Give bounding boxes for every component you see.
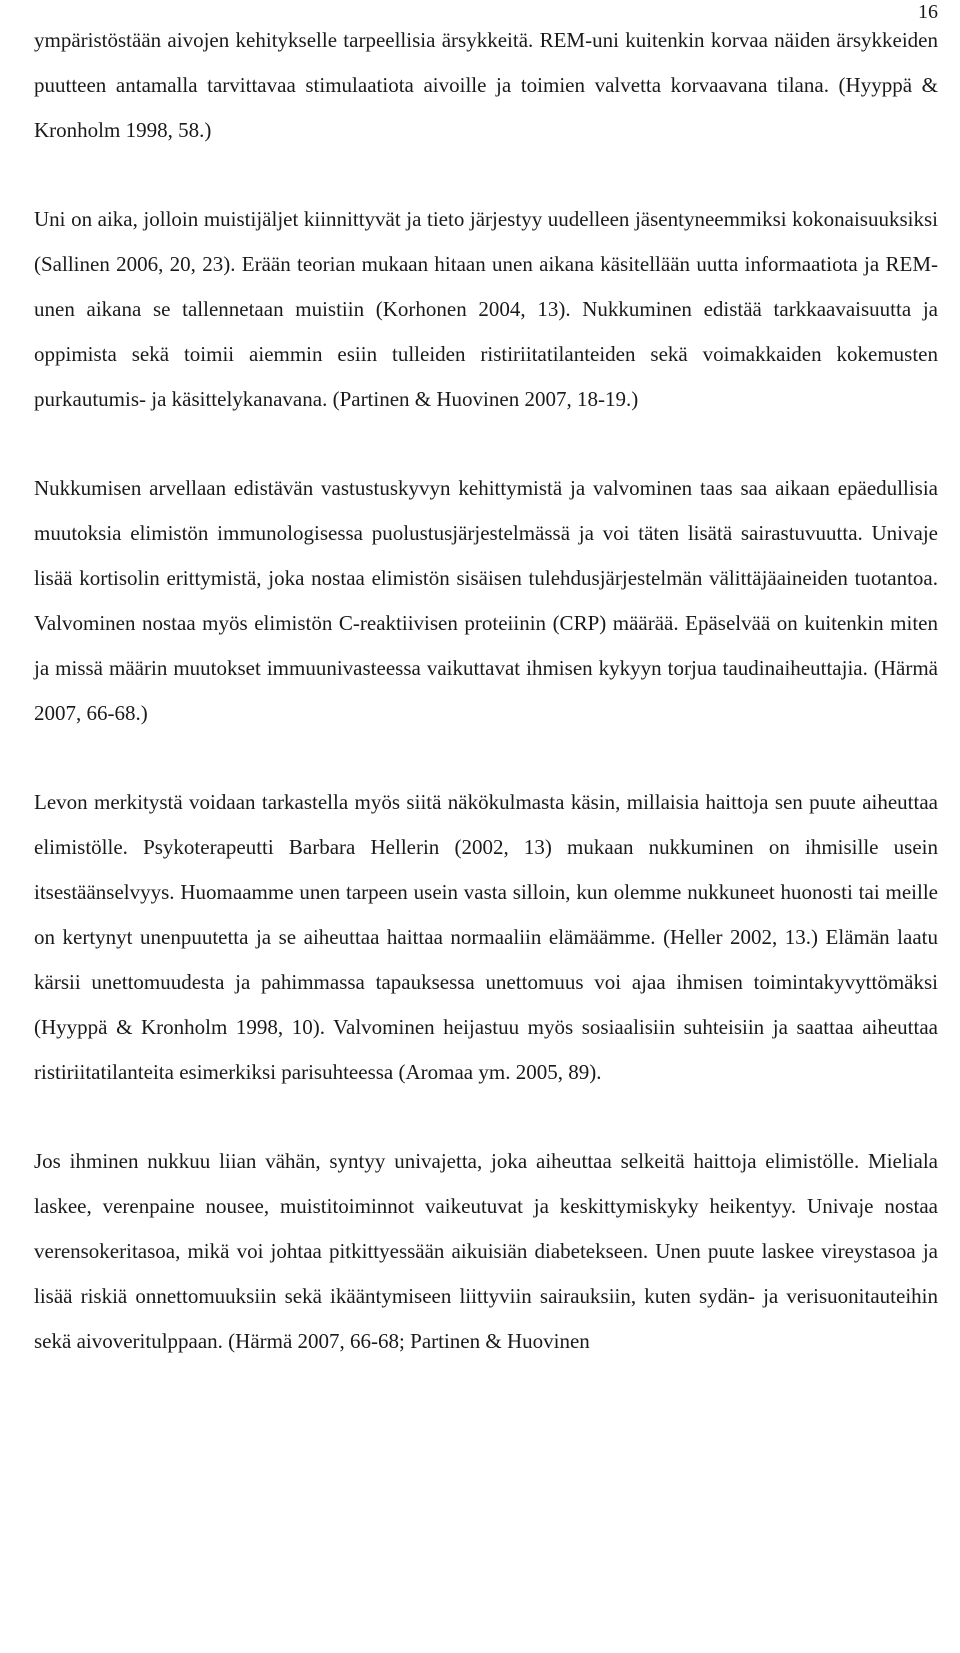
paragraph-lack-of-rest: Levon merkitystä voidaan tarkastella myös siitä näkökulmasta käsin, millaisia haittoja sen puute aiheuttaa elimistölle. Psykoterapeutti Barbara Hellerin (2002, 13) mukaan nukkuminen on ihmisille usein itsestäänselvyys. Huomaamme unen tarpeen usein vasta silloin, kun olemme nukkuneet huonosti tai meille on kertynyt unenpuutetta ja se aiheuttaa haittaa normaaliin elämäämme. (Heller 2002, 13.) Elämän laatu kärsii unettomuudesta ja pahimmassa tapauksessa unettomuus voi ajaa ihmisen toimintakyvyttömäksi (Hyyppä & Kronholm 1998, 10). Valvominen heijastuu myös sosiaalisiin suhteisiin ja saattaa aiheuttaa ristiriitatilanteita esimerkiksi parisuhteessa (Aromaa ym. 2005, 89). [34,790,938,1084]
paragraph-rem-sleep: ympäristöstään aivojen kehitykselle tarpeellisia ärsykkeitä. REM-uni kuitenkin korvaa näiden ärsykkeiden puutteen antamalla tarvittavaa stimulaatiota aivoille ja toimien valvetta korvaavana tilana. (Hyyppä & Kronholm 1998, 58.) [34,28,938,142]
paragraph-immune-system: Nukkumisen arvellaan edistävän vastustuskyvyn kehittymistä ja valvominen taas saa aikaan epäedullisia muutoksia elimistön immunologisessa puolustusjärjestelmässä ja voi täten lisätä sairastuvuutta. Univaje lisää kortisolin erittymistä, joka nostaa elimistön sisäisen tulehdusjärjestelmän välittäjäaineiden tuotantoa. Valvominen nostaa myös elimistön C-reaktiivisen proteiinin (CRP) määrää. Epäselvää on kuitenkin miten ja missä määrin muutokset immuunivasteessa vaikuttavat ihmisen kykyyn torjua taudinaiheuttajia. (Härmä 2007, 66-68.) [34,476,938,725]
paragraph-memory-consolidation: Uni on aika, jolloin muistijäljet kiinnittyvät ja tieto järjestyy uudelleen jäsentyneemmiksi kokonaisuuksiksi (Sallinen 2006, 20, 23). Erään teorian mukaan hitaan unen aikana käsitellään uutta informaatiota ja REM-unen aikana se tallennetaan muistiin (Korhonen 2004, 13). Nukkuminen edistää tarkkaavaisuutta ja oppimista sekä toimii aiemmin esiin tulleiden ristiriitatilanteiden sekä voimakkaiden kokemusten purkautumis- ja käsittelykanavana. (Partinen & Huovinen 2007, 18-19.) [34,207,938,411]
paragraph-sleep-deprivation: Jos ihminen nukkuu liian vähän, syntyy univajetta, joka aiheuttaa selkeitä haittoja elimistölle. Mieliala laskee, verenpaine nousee, muistitoiminnot vaikeutuvat ja keskittymiskyky heikentyy. Univaje nostaa verensokeritasoa, mikä voi johtaa pitkittyessään aikuisiän diabetekseen. Unen puute laskee vireystasoa ja lisää riskiä onnettomuuksiin sekä ikääntymiseen liittyviin sairauksiin, kuten sydän- ja verisuonitauteihin sekä aivoveritulppaan. (Härmä 2007, 66-68; Partinen & Huovinen [34,1149,938,1353]
page-number: 16 [918,1,938,23]
